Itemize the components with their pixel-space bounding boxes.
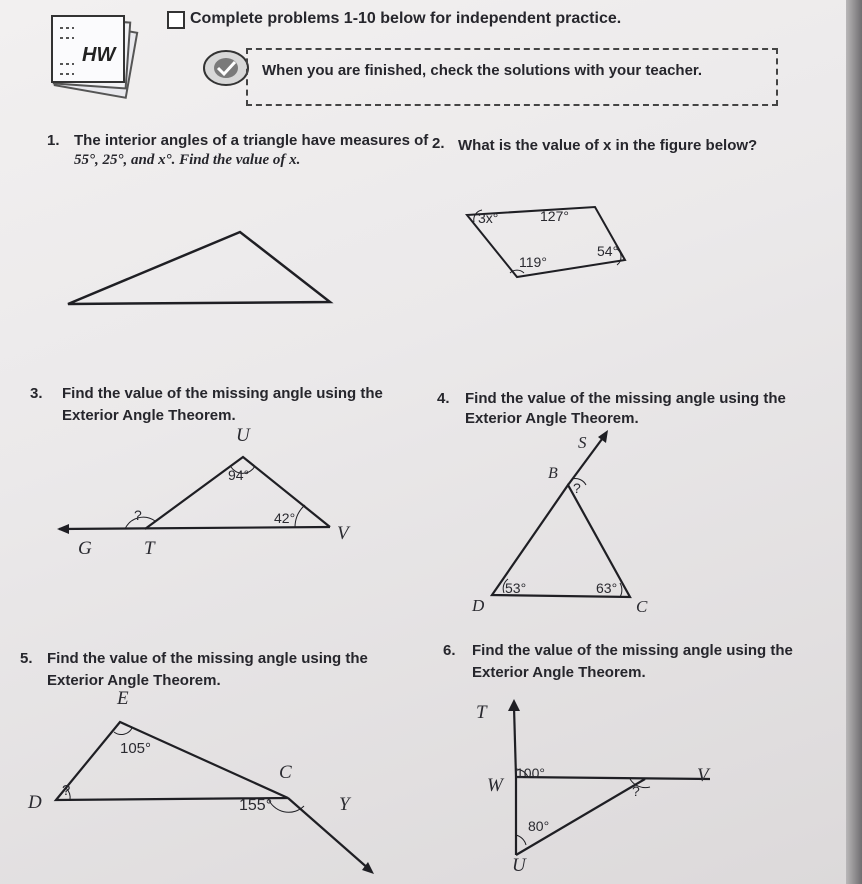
problem-1-text-a: The interior angles of a triangle have measures of [74,132,429,149]
problem-6-point-w: W [487,775,503,796]
problem-2-angle-119: 119° [519,254,547,270]
problem-4-angle-53: 53° [505,580,527,596]
problem-4-point-d: D [472,596,485,615]
problem-5-angle-missing: ? [62,782,71,799]
problem-3-angle-42: 42° [274,510,296,526]
problem-5-point-d: D [28,792,42,813]
instruction-checkbox[interactable] [167,11,185,29]
problem-3-point-v: V [337,523,349,544]
instruction-text: Complete problems 1-10 below for independent practice. [190,10,622,27]
problem-6-point-u: U [512,855,526,876]
note-text: When you are finished, check the solutions with your teacher. [262,62,703,79]
problem-5-point-c: C [279,762,292,783]
problem-6-triangle [470,695,730,865]
hw-badge: HW [82,44,116,66]
problem-3-text-a: Find the value of the missing angle using the [62,385,383,402]
problem-3-point-t: T [144,538,155,559]
problem-3-point-g: G [78,538,92,559]
problem-4-angle-63: 63° [596,580,618,596]
problem-5-triangle [40,710,380,880]
problem-3-number: 3. [30,385,43,402]
problem-3-point-u: U [236,425,250,446]
problem-4-text-b: Exterior Angle Theorem. [465,410,639,427]
problem-6-angle-missing: ? [632,783,640,799]
problem-1-number: 1. [47,132,60,149]
problem-1-text-b: 55°, 25°, and x°. Find the value of x. [74,152,301,168]
problem-4-triangle [480,425,660,605]
problem-6-angle-80: 80° [528,818,550,834]
problem-6-point-v: V [697,765,709,786]
problem-5-angle-105: 105° [120,740,152,757]
problem-2-text: What is the value of x in the figure below? [458,137,758,154]
problem-4-point-s: S [578,433,587,452]
problem-2-number: 2. [432,135,445,152]
problem-3-angle-missing: ? [134,507,142,523]
problem-4-text-a: Find the value of the missing angle using the [465,390,786,407]
problem-5-point-y: Y [339,794,350,815]
problem-3-angle-94: 94° [228,467,250,483]
problem-5-text-a: Find the value of the missing angle using the [47,650,368,667]
problem-2-angle-3x: 3x° [478,210,499,226]
problem-4-point-b: B [548,465,558,482]
problem-4-angle-missing: ? [573,480,581,496]
problem-1-triangle [60,222,340,312]
problem-5-text-b: Exterior Angle Theorem. [47,672,221,689]
problem-2-angle-127: 127° [540,208,569,224]
problem-6-point-t: T [476,702,487,723]
page-edge-shadow [846,0,862,884]
problem-6-number: 6. [443,642,456,659]
problem-5-number: 5. [20,650,33,667]
problem-2-angle-54: 54° [597,243,619,259]
problem-4-point-c: C [636,597,648,616]
problem-5-angle-155: 155° [239,797,273,814]
problem-3-text-b: Exterior Angle Theorem. [62,407,236,424]
problem-6-angle-100: 100° [516,765,545,781]
problem-6-text-b: Exterior Angle Theorem. [472,664,646,681]
problem-4-number: 4. [437,390,450,407]
problem-5-point-e: E [117,688,129,709]
problem-6-text-a: Find the value of the missing angle using the [472,642,793,659]
problem-3-triangle [55,445,355,555]
